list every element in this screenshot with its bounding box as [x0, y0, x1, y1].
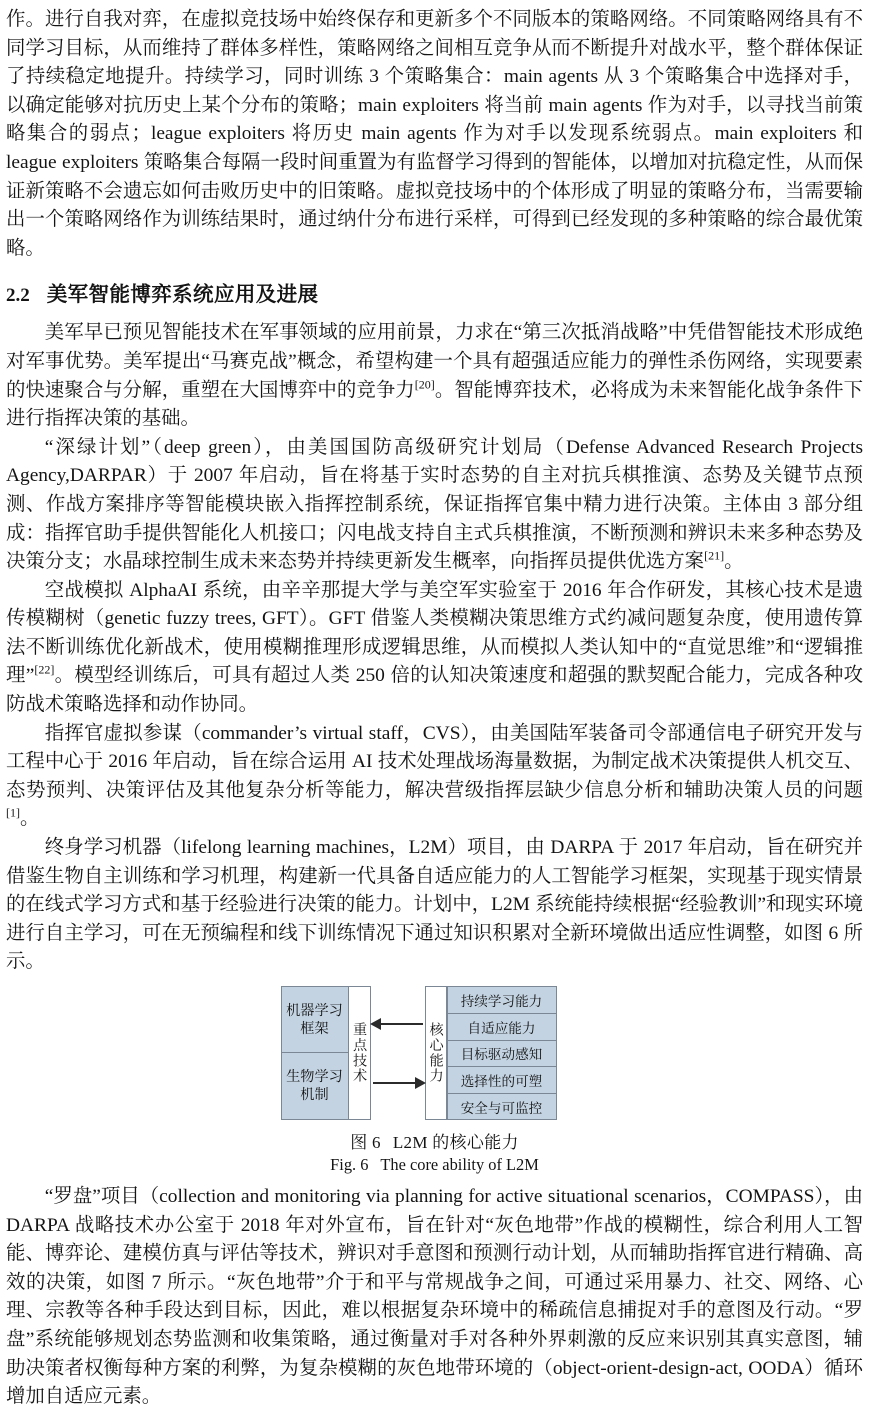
figure-caption-cn-text: L2M 的核心能力	[392, 1133, 519, 1152]
diagram-box-bio-learning	[281, 1053, 349, 1120]
citation-ref-20: [20]	[414, 377, 435, 392]
paragraph-alpha-ai	[6, 577, 863, 720]
page-title: 美军智能博弈系统应用及进展	[46, 282, 319, 307]
citation-ref-21: [21]	[704, 548, 725, 563]
paragraph-cvs	[6, 720, 863, 834]
paragraph-text: 美军早已预见智能技术在军事领域的应用前景，力求在“第三次抵消战略”中凭借智能技术形成绝对军事优势。美军提出“马赛克战”概念，希望构建一个具有超强适应能力的弹性杀伤网络，实现要素的快速聚合与分解，重塑在大国博弈中的竞争力	[6, 322, 863, 401]
figure-caption-chinese	[350, 1128, 519, 1153]
paragraph-us-military-foresight	[6, 319, 863, 433]
paragraph-deep-green	[6, 434, 863, 577]
diagram-right-group	[447, 986, 557, 1120]
section-heading-2-2	[6, 280, 863, 310]
diagram-box-label: 自适应能力	[467, 1020, 536, 1036]
section-number: 2.2	[6, 285, 30, 307]
arrow-head-right-icon	[415, 1077, 426, 1089]
figure-label-en: Fig. 6	[330, 1155, 369, 1174]
diagram-capability-item	[447, 1093, 557, 1120]
paragraph-text: 空战模拟 AlphaAI 系统，由辛辛那提大学与美空军实验室于 2016 年合作研发，其核心技术是遗传模糊树（genetic fuzzy trees, GFT）。GFT 借鉴人类模糊决策思维方式约减问题复杂度，使用遗传算法不断训练优化新战术，使用模糊推理形成逻辑思维，从而模拟人类认知中的“直觉思维”和“逻辑推理”	[6, 579, 863, 687]
figure-caption-en-text: The core ability of L2M	[380, 1155, 539, 1174]
diagram-arrow-column	[371, 986, 425, 1120]
diagram-box-label: 目标驱动感知	[460, 1047, 543, 1063]
diagram-capability-item	[447, 1066, 557, 1093]
diagram-box-ml-framework	[281, 986, 349, 1053]
figure-label-cn: 图 6	[350, 1133, 381, 1152]
diagram-label-key-technology	[349, 986, 371, 1120]
diagram-vertical-text: 核心能力	[427, 1022, 444, 1084]
citation-ref-1: [1]	[6, 805, 21, 820]
paragraph-text: 指挥官虚拟参谋（commander’s virtual staff，CVS），由美国陆军装备司令部通信电子研究开发与工程中心于 2016 年启动，旨在综合运用 AI 技术处理战场海量数据，为制定战术决策提供人机交互、态势预判、决策评估及其他复杂分析等能力，解决营级指挥层缺少信息分析和辅助决策人员的问题	[6, 722, 863, 801]
diagram-capability-item	[447, 1013, 557, 1040]
diagram-box-label: 选择性的可塑	[460, 1074, 543, 1090]
spacer	[6, 1175, 863, 1183]
paragraph-compass: “罗盘”项目（collection and monitoring via planning for active situational scenarios，COMPASS），由 DARPA 战略技术办公室于 2018 年对外宣布，旨在针对“灰色地带”作战的模糊性，综合利用人工智能、博弈论、建模仿真与评估等技术，辨识对手意图和预测行动计划，从而辅助指挥官进行精确、高效的决策，如图 7 所示。“灰色地带”介于和平与常规战争之间，可通过采用暴力、社交、网络、心理、宗教等各种手段达到目标，因此，难以根据复杂环境中的稀疏信息捕捉对手的意图及行动。“罗盘”系统能够规划态势监测和收集策略，通过衡量对手对各种外界刺激的反应来识别其真实意图，辅助决策者权衡每种方案的利弊，为复杂模糊的灰色地带环境的（object-orient-design-act, OODA）循环增加自适应元素。	[6, 1186, 863, 1408]
citation-ref-22: [22]	[34, 663, 55, 677]
diagram-vertical-text: 重点技术	[351, 1022, 368, 1084]
figure-6-diagram	[281, 986, 589, 1120]
diagram-left-group	[281, 986, 349, 1120]
paragraph-l2m: 终身学习机器（lifelong learning machines，L2M）项目，由 DARPA 于 2017 年启动，旨在研究并借鉴生物自主训练和学习机理，构建新一代具备自适应能力的人工智能学习框架，实现基于现实情景的在线式学习方式和基于经验进行决策的能力。计划中，L2M 系统能持续根据“经验教训”和现实环境进行自主学习，可在无预编程和线下训练情况下通过知识积累对全新环境做出适应性调整，如图 6 所示。	[6, 837, 863, 973]
diagram-label-core-ability	[425, 986, 447, 1120]
paragraph-text-tail: 。智能博弈技术，必将成为未来智能化战争条件下进行指挥决策的基础。	[6, 379, 864, 430]
diagram-box-label: 安全与可监控	[460, 1100, 543, 1116]
paragraph-text-tail: 。	[724, 551, 744, 573]
diagram-capability-item	[447, 1040, 557, 1067]
paragraph-text-tail: 。模型经训练后，可具有超过人类 250 倍的认知决策速度和超强的默契配合能力，完成各种攻防战术策略选择和动作协同。	[6, 665, 864, 716]
diagram-capability-item	[447, 986, 557, 1013]
diagram-box-label: 生物学习 机制	[286, 1069, 343, 1103]
diagram-box-label: 机器学习 框架	[286, 1002, 343, 1037]
figure-6	[6, 986, 863, 1175]
diagram-box-label: 持续学习能力	[460, 993, 543, 1009]
arrow-head-left-icon	[370, 1018, 381, 1030]
figure-caption-english	[330, 1155, 539, 1175]
paragraph-continuation: 作。进行自我对弈，在虚拟竞技场中始终保存和更新多个不同版本的策略网络。不同策略网络具有不同学习目标，从而维持了群体多样性，策略网络之间相互竞争从而不断提升对战水平，整个群体保证了持续稳定地提升。持续学习，同时训练 3 个策略集合：main agents 从 3 个策略集合中选择对手，以确定能够对抗历史上某个分布的策略；main exploiters 将当前 main agents 作为对手，以寻找当前策略集合的弱点；league exploiters 将历史 main agents 作为对手以发现系统弱点。main exploiters 和 league exploiters 策略集合每隔一段时间重置为有监督学习得到的智能体，以增加对抗稳定性，从而保证新策略不会遗忘如何击败历史中的旧策略。虚拟竞技场中的个体形成了明显的策略分布，当需要输出一个策略网络作为训练结果时，通过纳什分布进行采样，可得到已经发现的多种策略的综合最优策略。	[6, 9, 863, 259]
paragraph-text: “深绿计划”（deep green），由美国国防高级研究计划局（Defense Advanced Research Projects Agency,DARPAR）于 2007 年启动，旨在将基于实时态势的自主对抗兵棋推演、态势及关键节点预测、作战方案排序等智能模块嵌入指挥控制系统，保证指挥官集中精力进行决策。主体由 3 部分组成：指挥官助手提供智能化人机接口；闪电战支持自主式兵棋推演，不断预测和辨识未来多种态势及决策分支；水晶球控制生成未来态势并持续更新发生概率，向指挥员提供优选方案	[6, 436, 863, 573]
paragraph-text-tail: 。	[20, 808, 40, 830]
